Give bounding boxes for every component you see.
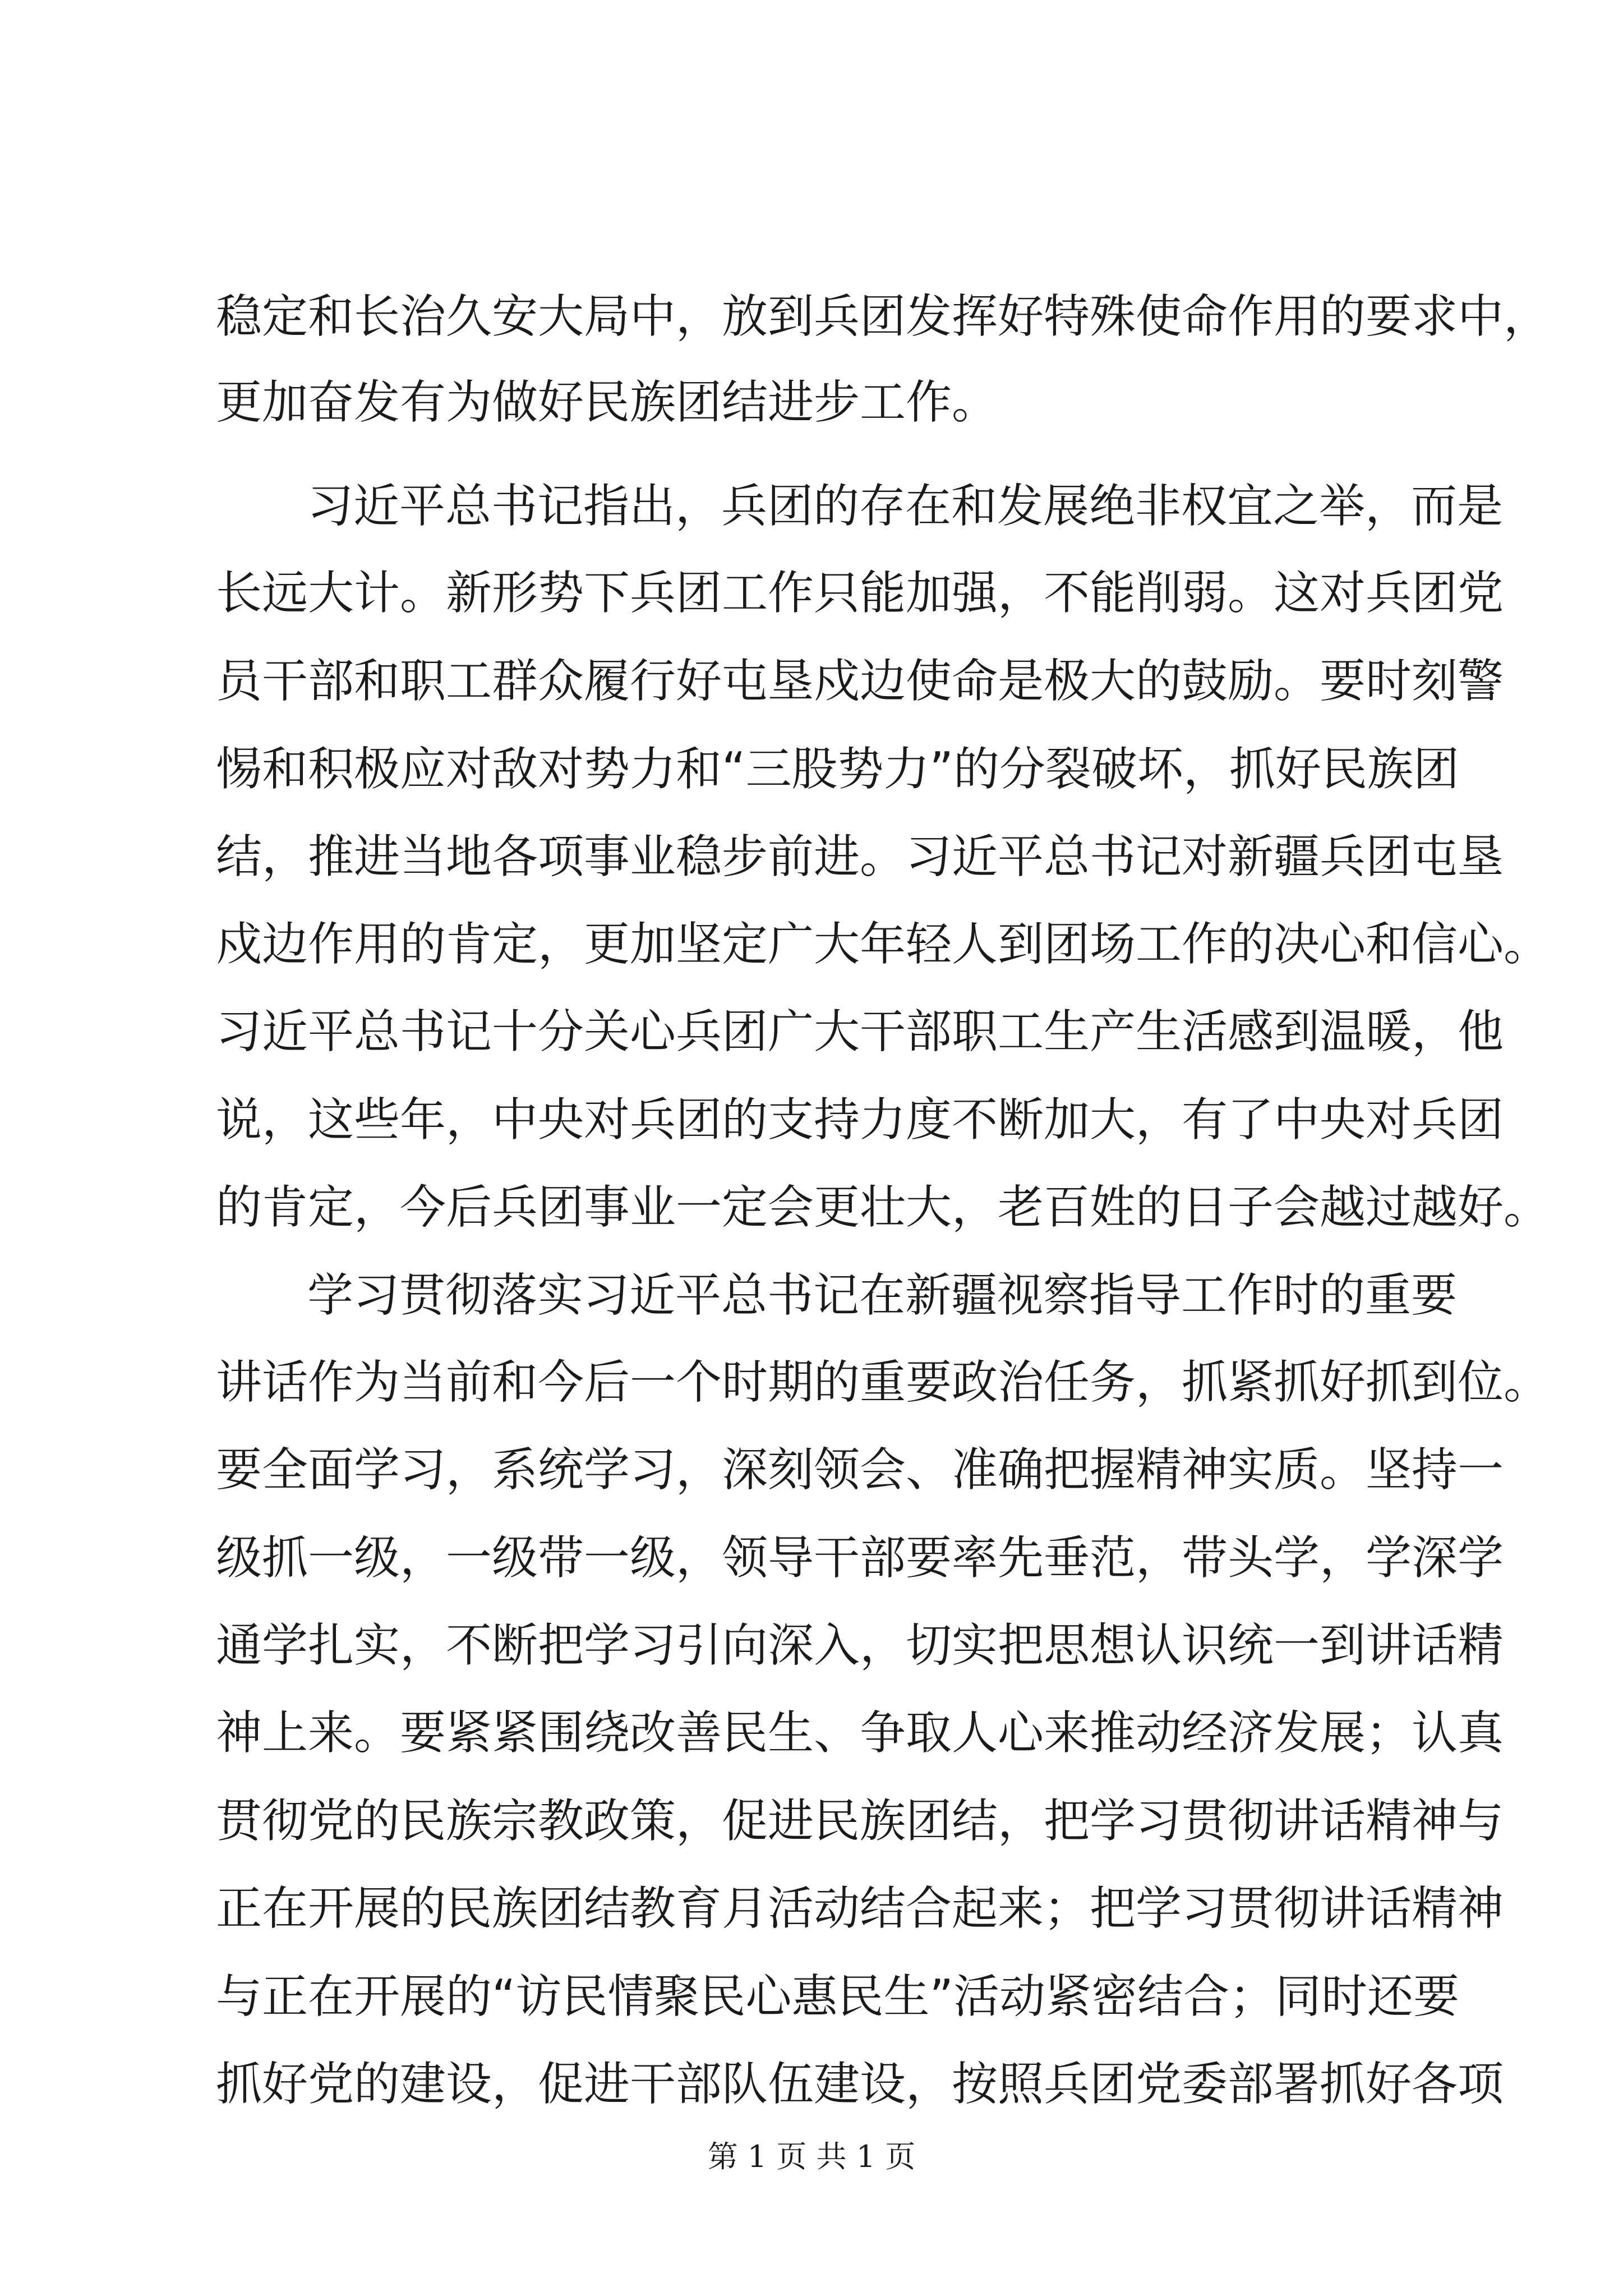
paragraph-3-line-3: 要全面学习，系统学习，深刻领会、准确把握精神实质。坚持一 — [216, 1443, 1504, 1497]
paragraph-3-line-2: 讲话作为当前和今后一个时期的重要政治任务，抓紧抓好抓到位。 — [216, 1356, 1550, 1409]
paragraph-2-line-6: 戍边作用的肯定，更加坚定广大年轻人到团场工作的决心和信心。 — [216, 918, 1550, 971]
paragraph-3-line-10: 抓好党的建设，促进干部队伍建设，按照兵团党委部署抓好各项 — [216, 2058, 1504, 2111]
paragraph-3-line-8: 正在开展的民族团结教育月活动结合起来；把学习贯彻讲话精神 — [216, 1882, 1504, 1935]
paragraph-2-line-9: 的肯定，今后兵团事业一定会更壮大，老百姓的日子会越过越好。 — [216, 1181, 1550, 1234]
paragraph-2-line-8: 说，这些年，中央对兵团的支持力度不断加大，有了中央对兵团 — [216, 1093, 1504, 1147]
paragraph-1-line-2: 更加奋发有为做好民族团结进步工作。 — [216, 376, 998, 429]
paragraph-2-line-3: 员干部和职工群众履行好屯垦戍边使命是极大的鼓励。要时刻警 — [216, 655, 1504, 708]
paragraph-2-line-1: 习近平总书记指出，兵团的存在和发展绝非权宜之举，而是 — [307, 480, 1504, 533]
paragraph-2-line-4: 惕和积极应对敌对势力和“三股势力”的分裂破坏，抓好民族团 — [216, 743, 1459, 796]
paragraph-2-line-5: 结，推进当地各项事业稳步前进。习近平总书记对新疆兵团屯垦 — [216, 830, 1504, 884]
paragraph-2-line-7: 习近平总书记十分关心兵团广大干部职工生产生活感到温暖，他 — [216, 1005, 1504, 1059]
paragraph-1-line-1: 稳定和长治久安大局中，放到兵团发挥好特殊使命作用的要求中， — [216, 290, 1550, 343]
paragraph-3-line-6: 神上来。要紧紧围绕改善民生、争取人心来推动经济发展；认真 — [216, 1706, 1504, 1760]
paragraph-3-line-4: 级抓一级，一级带一级，领导干部要率先垂范，带头学，学深学 — [216, 1531, 1504, 1585]
paragraph-3-line-7: 贯彻党的民族宗教政策，促进民族团结，把学习贯彻讲话精神与 — [216, 1795, 1504, 1848]
paragraph-3-line-9: 与正在开展的“访民情聚民心惠民生”活动紧密结合；同时还要 — [216, 1970, 1459, 2023]
paragraph-3-line-1: 学习贯彻落实习近平总书记在新疆视察指导工作时的重要 — [307, 1269, 1458, 1322]
paragraph-2-line-2: 长远大计。新形势下兵团工作只能加强，不能削弱。这对兵团党 — [216, 567, 1504, 620]
page-number-footer: 第 1 页 共 1 页 — [707, 2139, 916, 2174]
paragraph-3-line-5: 通学扎实，不断把学习引向深入，切实把思想认识统一到讲话精 — [216, 1619, 1504, 1672]
